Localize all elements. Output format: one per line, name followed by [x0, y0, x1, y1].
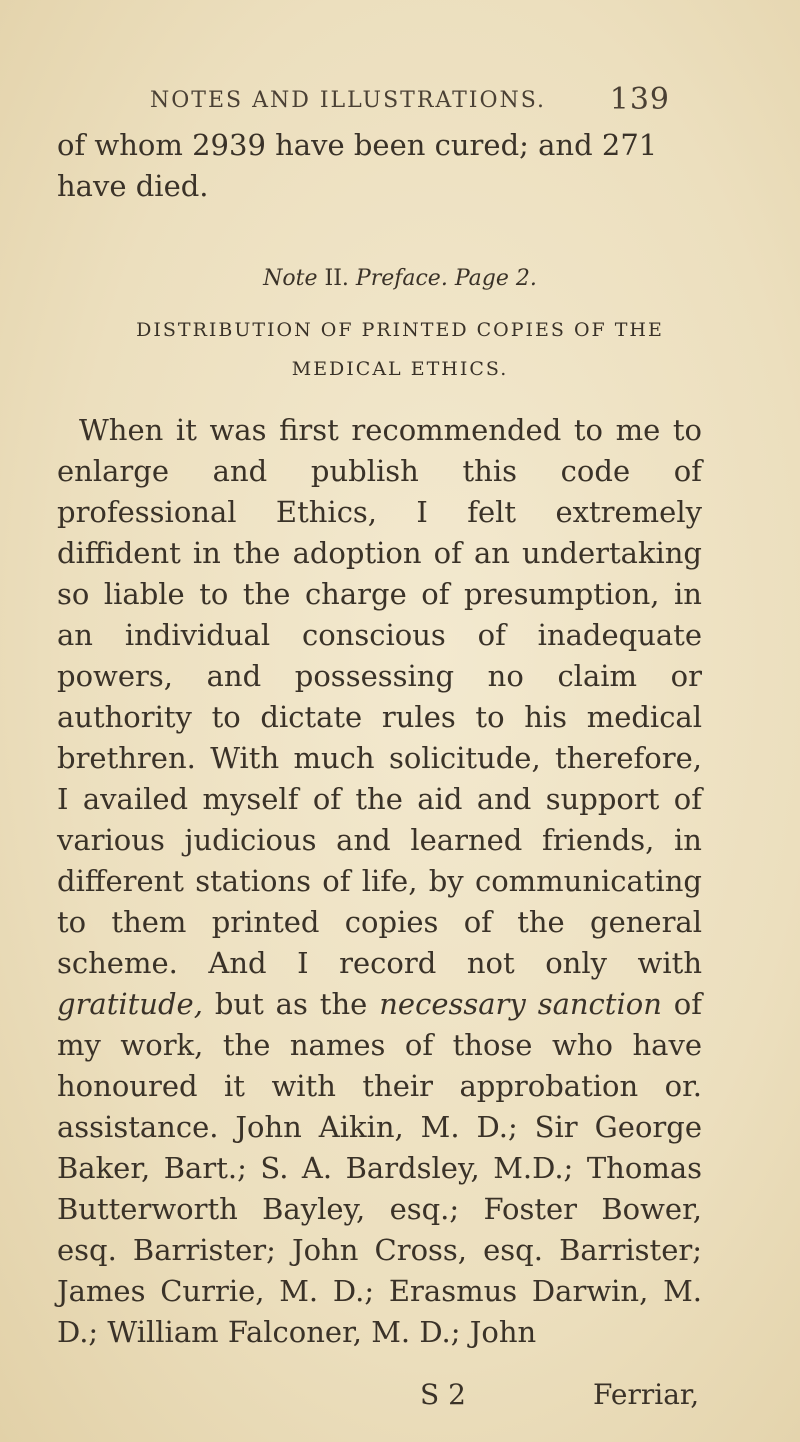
continuation-paragraph: of whom 2939 have been cured; and 271 have died. — [57, 128, 658, 203]
signature-mark: S 2 — [420, 1378, 466, 1411]
note-reference — [0, 266, 800, 291]
section-heading-line-2: MEDICAL ETHICS. — [291, 358, 509, 380]
running-head-title: NOTES AND ILLUSTRATIONS. — [150, 88, 547, 113]
section-heading-line-1: DISTRIBUTION OF PRINTED COPIES OF THE — [136, 319, 664, 341]
emphasis-necessary-sanction: necessary sanction — [379, 987, 662, 1021]
note-label: Note — [263, 266, 318, 291]
body-text-part-1: When it was first recommended to me to enlarge and publish this code of professional Ethics, I felt extremely diffident in the adoption of an undertaking so liable to the charge of presumption, in an individual conscious of inadequate powers, and possessing no claim or authority to dictate rules to his medical brethren. With much solicitude, therefore, I availed myself of the aid and support of various judicious and learned friends, in different stations of life, by communicating to them printed copies of the general scheme. And I record not only with — [57, 413, 702, 980]
note-number: II. — [324, 266, 349, 291]
note-source: Preface. Page 2. — [355, 266, 537, 291]
catchword: Ferriar, — [593, 1378, 700, 1411]
emphasis-gratitude: gratitude, — [57, 987, 203, 1021]
body-text-part-3: of my work, the names of those who have honoured it with their approbation or. assistance. John Aikin, M. D.; Sir George Baker, Bart.; S. A. Bardsley, M.D.; Thomas Butterworth Bayley, esq.; Foster Bower, esq. Barrister; John Cross, esq. Barrister; James Currie, M. D.; Erasmus Darwin, M. D.; William Falconer, M. D.; John — [57, 987, 703, 1349]
body-text-part-2: but as the — [202, 987, 380, 1021]
body-paragraph — [57, 410, 702, 1353]
page-number: 139 — [609, 82, 670, 117]
